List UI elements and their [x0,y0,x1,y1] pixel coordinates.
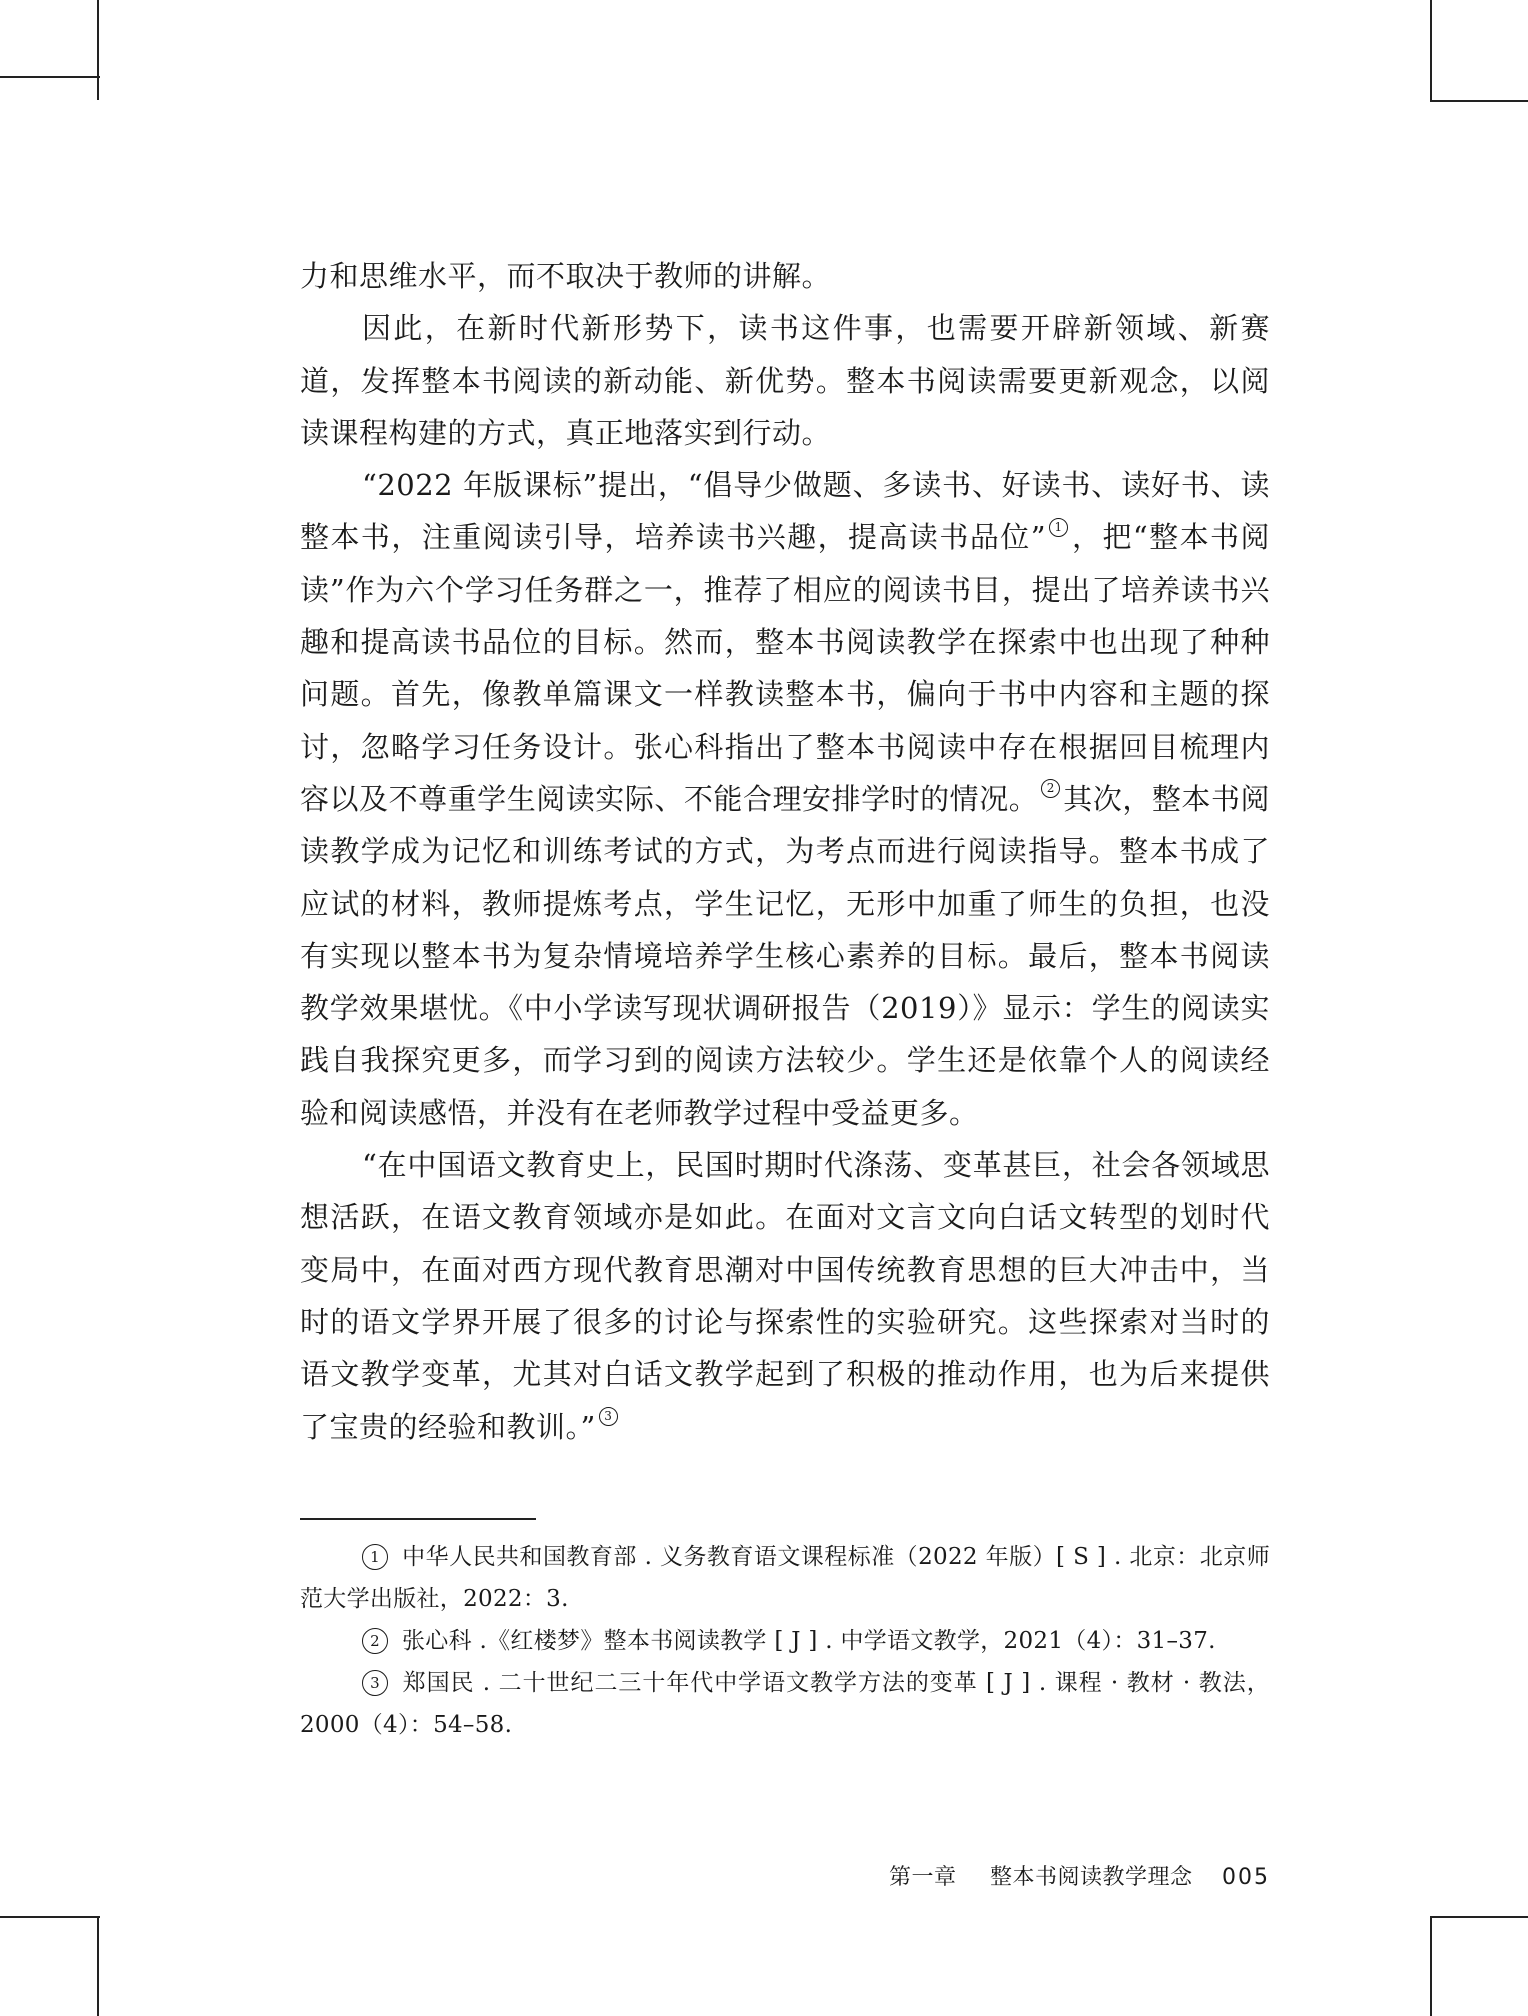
footnote-number: 2 [362,1628,388,1654]
footnote-text: 中华人民共和国教育部 . 义务教育语文课程标准（2022 年版）[ S ] . 北京：北京师范大学出版社，2022：3. [300,1544,1270,1612]
footnote-text: 张心科 .《红楼梦》整本书阅读教学 [ J ] . 中学语文教学，2021（4）：31–37. [402,1628,1216,1654]
body-text [300,250,1270,1453]
paragraph [300,1139,1270,1453]
footnote-ref[interactable]: 3 [599,1407,618,1426]
footnote [300,1662,1270,1746]
footnote-number: 1 [362,1544,388,1570]
paragraph-text: ，把“整本书阅读”作为六个学习任务群之一，推荐了相应的阅读书目，提出了培养读书兴趣和提高读书品位的目标。然而，整本书阅读教学在探索中也出现了种种问题。首先，像教单篇课文一样教读整本书，偏向于书中内容和主题的探讨，忽略学习任务设计。张心科指出了整本书阅读中存在根据回目梳理内容以及不尊重学生阅读实际、不能合理安排学时的情况。 [300,520,1270,816]
footnote-ref[interactable]: 2 [1041,779,1060,798]
crop-mark [97,0,99,100]
footnotes [300,1536,1270,1746]
crop-mark [1430,1916,1528,1918]
footnote-number: 3 [362,1670,388,1696]
crop-mark [1430,0,1432,100]
chapter-label: 第一章 [888,1865,957,1890]
footnote [300,1536,1270,1620]
paragraph: 因此，在新时代新形势下，读书这件事，也需要开辟新领域、新赛道，发挥整本书阅读的新动能、新优势。整本书阅读需要更新观念，以阅读课程构建的方式，真正地落实到行动。 [300,311,1270,450]
crop-mark [0,76,100,78]
paragraph-text: 其次，整本书阅读教学成为记忆和训练考试的方式，为考点而进行阅读指导。整本书成了应试的材料，教师提炼考点，学生记忆，无形中加重了师生的负担，也没有实现以整本书为复杂情境培养学生核心素养的目标。最后，整本书阅读教学效果堪忧。《中小学读写现状调研报告（2019）》显示：学生的阅读实践自我探究更多，而学习到的阅读方法较少。学生还是依靠个人的阅读经验和阅读感悟，并没有在老师教学过程中受益更多。 [300,781,1270,1130]
paragraph-text: “2022 年版课标”提出，“倡导少做题、多读书、好读书、读好书、读整本书，注重阅读引导，培养读书兴趣，提高读书品位” [300,468,1270,555]
footnote-ref[interactable]: 1 [1049,518,1068,537]
crop-mark [1430,1916,1432,2016]
page-number: 005 [1222,1865,1270,1890]
paragraph [300,459,1270,1139]
paragraph-text: “在中国语文教育史上，民国时期时代涤荡、变革甚巨，社会各领域思想活跃，在语文教育领域亦是如此。在面对文言文向白话文转型的划时代变局中，在面对西方现代教育思潮对中国传统教育思想的巨大冲击中，当时的语文学界开展了很多的讨论与探索性的实验研究。这些探索对当时的语文教学变革，尤其对白话文教学起到了积极的推动作用，也为后来提供了宝贵的经验和教训。” [300,1148,1270,1444]
paragraph: 力和思维水平，而不取决于教师的讲解。 [300,259,832,293]
footnote-text: 郑国民 . 二十世纪二三十年代中学语文教学方法的变革 [ J ] . 课程 · 教材 · 教法，2000（4）：54–58. [300,1670,1270,1738]
chapter-title: 整本书阅读教学理念 [989,1865,1193,1890]
footnote-divider [300,1518,536,1520]
crop-mark [97,1916,99,2016]
crop-mark [1430,100,1528,102]
running-footer [889,1860,1270,1891]
crop-mark [0,1916,100,1918]
footnote [300,1620,1270,1662]
